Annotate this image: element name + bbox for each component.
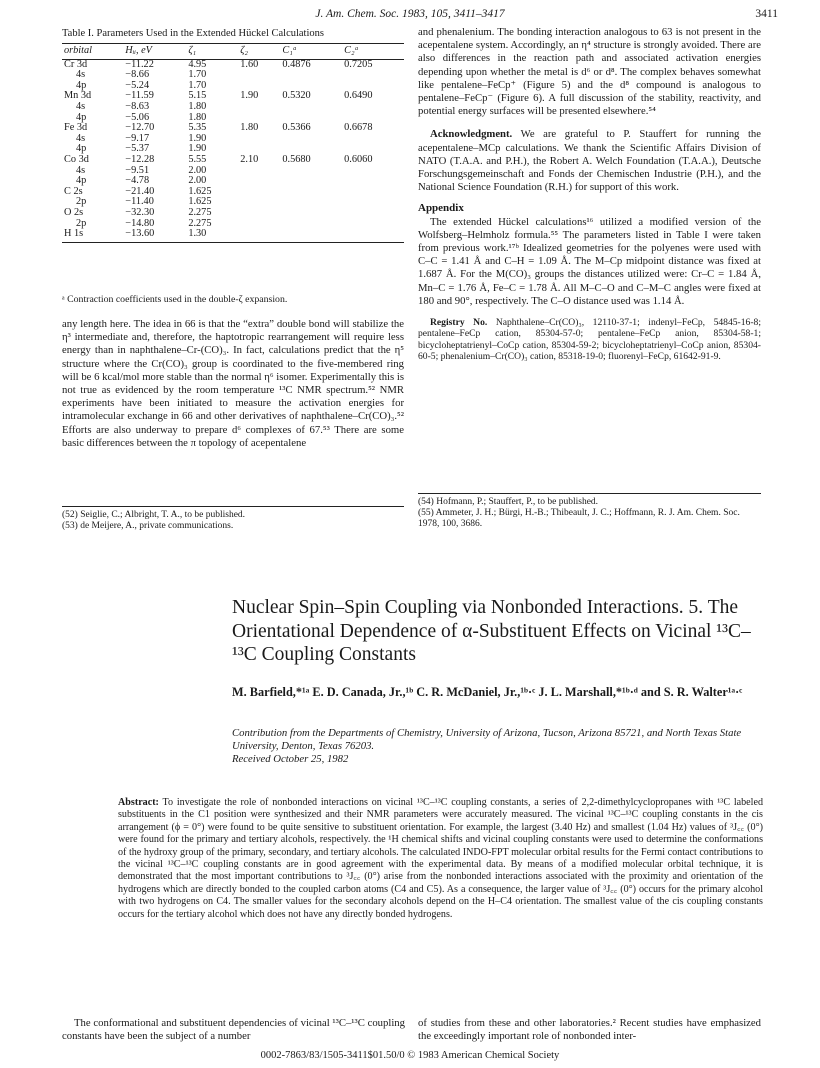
- table-cell: −5.06: [125, 111, 150, 123]
- table-row: [62, 91, 404, 102]
- table-cell: [280, 208, 342, 219]
- right-paragraph-1: and phenalenium. The bonding interaction analogous to 63 is not present in the acepentalene system. Accordingly, an η⁴ structure is strongly avoided. There are also differences in the reaction path and associated activation energies depending upon whether the metal is d⁶ or d⁸. The complex behaves somewhat like pentalene–FeCp⁺ (Figure 5) and the d⁸ compound is analogous to pentalene–FeCp⁻ (Figure 6). A full discussion of the stability, reactivity, and potential energy surfaces will be presented elsewhere.⁵⁴: [418, 26, 761, 118]
- table-cell: [238, 187, 280, 198]
- table-cell: [280, 197, 342, 208]
- intro-right-text: of studies from these and other laboratories.² Recent studies have emphasized the exceedingly important role of nonbonded inter-: [418, 1017, 761, 1043]
- table-row: [62, 208, 404, 219]
- table-cell: [238, 229, 280, 242]
- table-cell: 1.90: [188, 143, 207, 155]
- table-header-cell: Hᵢᵢ, eV: [123, 44, 186, 60]
- table-cell: 0.4876: [282, 58, 311, 70]
- table-cell: [280, 176, 342, 187]
- table-row: [62, 229, 404, 242]
- table-cell: [342, 229, 404, 242]
- intro-right: [418, 1017, 761, 1043]
- table-cell: [280, 134, 342, 145]
- table-cell: 1.70: [188, 69, 207, 81]
- table-cell: 1.60: [240, 58, 259, 70]
- right-column-body: [418, 26, 761, 363]
- table-cell: [280, 219, 342, 230]
- table-cell: −11.40: [125, 196, 154, 208]
- table-row: [62, 123, 404, 134]
- table-header-cell: C₁ᵃ: [280, 44, 342, 60]
- left-column-body: [62, 318, 404, 450]
- table-row: [62, 176, 404, 187]
- table-cell: [238, 219, 280, 230]
- table-cell: [238, 134, 280, 145]
- table-cell: [342, 219, 404, 230]
- parameters-table: [62, 43, 404, 243]
- contribution-block: [232, 727, 752, 766]
- table-cell: [342, 176, 404, 187]
- table-row: [62, 197, 404, 208]
- table-cell: 2.00: [188, 175, 207, 187]
- table-cell: Cr 3d: [64, 58, 88, 70]
- table-cell: [342, 102, 404, 113]
- table-header-cell: orbital: [62, 44, 123, 60]
- table-cell: −9.17: [125, 132, 150, 144]
- table-cell: [342, 166, 404, 177]
- table-cell: H 1s: [62, 229, 123, 242]
- intro-left-text: The conformational and substituent dependencies of vicinal ¹³C–¹³C coupling constants have been the subject of a number: [62, 1017, 405, 1043]
- table-row: [62, 187, 404, 198]
- table-cell: [238, 197, 280, 208]
- table-cell: [238, 166, 280, 177]
- table-cell: −9.51: [125, 164, 150, 176]
- table-cell: [342, 208, 404, 219]
- footnote-55: (55) Ammeter, J. H.; Bürgi, H.-B.; Thibeault, J. C.; Hoffmann, R. J. Am. Chem. Soc. 1978, 100, 3686.: [418, 508, 740, 529]
- table-cell: 4s: [76, 100, 86, 112]
- table-cell: 4s: [76, 164, 86, 176]
- table-cell: 2p: [76, 196, 87, 208]
- table-cell: −12.70: [125, 122, 155, 134]
- abstract-heading: Abstract:: [118, 797, 159, 808]
- table-cell: −12.28: [125, 153, 155, 165]
- table-cell: [342, 187, 404, 198]
- registry-heading: Registry No.: [430, 317, 488, 329]
- table-header-cell: ζ₂: [238, 44, 280, 60]
- table-cell: [280, 187, 342, 198]
- table-header-cell: ζ₁: [186, 44, 238, 60]
- table-row: [62, 134, 404, 145]
- table-cell: [280, 70, 342, 81]
- table-cell: 1.80: [188, 100, 207, 112]
- table-cell: [280, 102, 342, 113]
- table-row: [62, 155, 404, 166]
- table-row: [62, 70, 404, 81]
- table-cell: −13.60: [123, 229, 186, 242]
- table-cell: 1.30: [186, 229, 238, 242]
- abstract-text: To investigate the role of nonbonded interactions on vicinal ¹³C–¹³C coupling constants, a series of 2,2-dimethylcyclopropanes with ¹³C labeled substituents in the C1 position were synthesized and their NMR parameters were accurately measured. The vicinal ¹³C–¹³C coupling constants in the cis arrangement (ϕ = 0°) were found to be quite sensitive to substituent orientation. For example, the largest (3.40 Hz) and smallest (1.04 Hz) values of ³J꜀꜀ (0°) were found for the primary and tertiary alcohols, respectively. the ¹H chemical shifts and vicinal coupling constants were used to determine the conformations of the hydroxy group of the primary, secondary, and tertiary alcohols. The calculated INDO-FPT molecular orbital results for the Fermi contact contributions to the vicinal ¹³C–¹³C coupling constants are in good agreement with the experimental data. By means of a modified molecular orbital technique, it is demonstrated that the most important contributions to ³J꜀꜀ (0°) arise from the nonbonded interactions associated with the proximity and orientation of the hydrogens which are directly bonded to the coupled carbon atoms (C4 and C5). As a consequence, the larger value of ³J꜀꜀ (0°) occurs for the primary alcohol with two hydrogens on C4. The smaller values for the secondary alcohols depend on the H–C4 orientation. The smallest value of the cis coupling constants occurs for the tertiary alcohol which does not have any directly bonded hydrogens.: [118, 797, 763, 920]
- footnote-54: (54) Hofmann, P.; Stauffert, P., to be published.: [418, 497, 599, 507]
- table-cell: 4s: [76, 132, 86, 144]
- footnote-53: (53) de Meijere, A., private communications.: [62, 521, 234, 531]
- table-cell: Mn 3d: [64, 90, 92, 102]
- table-cell: −8.63: [125, 100, 150, 112]
- footnote-52: (52) Seiglie, C.; Albright, T. A., to be published.: [62, 510, 246, 520]
- intro-left: [62, 1017, 405, 1043]
- table-cell: 0.6060: [344, 153, 373, 165]
- table-cell: 4p: [76, 175, 87, 187]
- appendix-heading: Appendix: [418, 202, 464, 215]
- page-number: 3411: [755, 8, 778, 20]
- table-cell: [280, 166, 342, 177]
- table-cell: 1.70: [188, 79, 207, 91]
- running-head: J. Am. Chem. Soc. 1983, 105, 3411–3417: [315, 8, 505, 20]
- table-cell: 5.35: [188, 122, 207, 134]
- table-cell: 2p: [76, 217, 87, 229]
- abstract: [118, 797, 763, 921]
- table-cell: C 2s: [64, 185, 83, 197]
- table-cell: 2.10: [240, 153, 259, 165]
- table-cell: −5.24: [125, 79, 150, 91]
- acknowledgment-heading: Acknowledgment.: [430, 128, 513, 141]
- table-cell: 0.5366: [282, 122, 311, 134]
- table-cell: [238, 70, 280, 81]
- table-cell: 4p: [76, 79, 87, 91]
- table-cell: 0.6678: [344, 122, 373, 134]
- table-cell: 2.275: [188, 217, 212, 229]
- table-cell: 1.90: [240, 90, 259, 102]
- article-title: Nuclear Spin–Spin Coupling via Nonbonded Interactions. 5. The Orientational Dependence of α-Substituent Effects on Vicinal ¹³C–¹³C Coupling Constants: [232, 597, 751, 665]
- table-row: [62, 59, 404, 70]
- table-cell: −4.78: [125, 175, 150, 187]
- table-cell: 4s: [76, 69, 86, 81]
- table-cell: 0.5320: [282, 90, 311, 102]
- table-cell: 0.6490: [344, 90, 373, 102]
- table-cell: −32.30: [125, 206, 155, 218]
- left-paragraph: any length here. The idea in 66 is that the “extra” double bond will stabilize the η³ intermediate and, therefore, the haptotropic rearrangement will require less energy than in naphthalene–Cr-(CO)₃. In fact, calculations predict that the η⁵ structure where the Cr(CO)₃ group is coordinated to the five-membered ring will be 6 kcal/mol more stable than the normal η⁶ isomer. Experimentally this is not true as evidenced by the room temperature ¹³C NMR spectrum.⁵² NMR experiments have been initiated to measure the activation energies for intramolecular exchange in 66 and other derivatives of naphthalene–Cr(CO)₃.⁵² Efforts are also underway to prepare d⁶ complexes of 67.⁵³ There are some basic differences between the π topology of acepentalene: [62, 318, 404, 449]
- table-cell: 1.80: [240, 122, 259, 134]
- table-cell: −5.37: [125, 143, 150, 155]
- table-cell: 0.7205: [344, 58, 373, 70]
- appendix-paragraph: The extended Hückel calculations¹⁶ utilized a modified version of the Wolfsberg–Helmholz formula.⁵⁵ The parameters listed in Table I were taken from previous work.¹⁷ᵇ Idealized geometries for the polyenes were used with C–C = 1.41 Å and C–H = 1.09 Å. The M–Cp midpoint distance was fixed at 1.687 Å. For the M(CO)₃ groups the distances utilized were: Cr–C = 1.84 Å, Mn–C = 1.76 Å, Fe–C = 1.78 Å. All M–C–O and C–M–C angles were fixed at 180 and 90°, respectively. The C–O distance used was 1.14 Å.: [418, 215, 761, 307]
- table-cell: 1.625: [188, 196, 212, 208]
- right-footnotes: [418, 493, 761, 530]
- table-cell: −14.80: [125, 217, 155, 229]
- table-cell: [342, 70, 404, 81]
- table-cell: −8.66: [125, 69, 150, 81]
- registry-text: Naphthalene–Cr(CO)₃, 12110-37-1; indenyl–FeCp, 54845-16-8; pentalene–FeCp cation, 85304-57-0; pentalene–FeCp anion, 85304-58-1; bicycloheptatrienyl–CoCp cation, 85304-59-2; bicycloheptatrienyl–CoCp anion, 85304-60-5; phenalenium–Cr(CO)₃ cation, 85318-19-0; fluorenyl–FeCp, 61642-91-9.: [418, 317, 761, 363]
- table-cell: Co 3d: [64, 153, 89, 165]
- table-cell: −11.59: [125, 90, 154, 102]
- table-cell: 4p: [76, 143, 87, 155]
- table-cell: −11.22: [125, 58, 154, 70]
- table-cell: 1.90: [188, 132, 207, 144]
- table-cell: 0.5680: [282, 153, 311, 165]
- table-footnote: ᵃ Contraction coefficients used in the double-ζ expansion.: [62, 294, 288, 305]
- table-cell: [238, 102, 280, 113]
- table-cell: Fe 3d: [64, 122, 88, 134]
- table-cell: O 2s: [64, 206, 84, 218]
- table-row: [62, 166, 404, 177]
- left-footnotes: [62, 506, 404, 532]
- article-authors: M. Barfield,*¹ᵃ E. D. Canada, Jr.,¹ᵇ C. R. McDaniel, Jr.,¹ᵇ·ᶜ J. L. Marshall,*¹ᵇ·ᵈ and S. R. Walter¹ᵃ·ᶜ: [232, 685, 743, 699]
- table-cell: [238, 176, 280, 187]
- acknowledgment-text: We are grateful to P. Stauffert for running the acepentalene–MCp calculations. We thank the Scientific Affairs Division of NATO (T.A.A. and P.H.), the Robert A. Welch Foundation (T.A.A.), Deutsche Forschungsgemeinschaft and Fonds der Chemischen Industrie (P.H.), and the National Science Foundation (R.H.) for support of this work.: [418, 128, 761, 194]
- table-cell: 2.275: [188, 206, 212, 218]
- table-cell: 5.15: [188, 90, 207, 102]
- table-cell: 5.55: [188, 153, 207, 165]
- table-cell: [280, 229, 342, 242]
- contribution-text: Contribution from the Departments of Chemistry, University of Arizona, Tucson, Arizona 85721, and North Texas State University, Denton, Texas 76203.: [232, 727, 742, 752]
- registry-paragraph: [418, 317, 761, 363]
- table-row: [62, 102, 404, 113]
- table-cell: 1.625: [188, 185, 212, 197]
- page-footer: 0002-7863/83/1505-3411$01.50/0 © 1983 American Chemical Society: [260, 1050, 560, 1061]
- table-cell: [342, 134, 404, 145]
- table-cell: −21.40: [125, 185, 155, 197]
- table-header-cell: C₂ᵃ: [342, 44, 404, 60]
- table-cell: [342, 197, 404, 208]
- table-cell: 1.80: [188, 111, 207, 123]
- received-date: Received October 25, 1982: [232, 753, 349, 765]
- table-cell: 4.95: [188, 58, 207, 70]
- table-row: [62, 219, 404, 230]
- table-caption: Table I. Parameters Used in the Extended Hückel Calculations: [62, 28, 324, 39]
- table-cell: 4p: [76, 111, 87, 123]
- acknowledgment-paragraph: [418, 128, 761, 194]
- table-cell: [238, 208, 280, 219]
- table-cell: 2.00: [188, 164, 207, 176]
